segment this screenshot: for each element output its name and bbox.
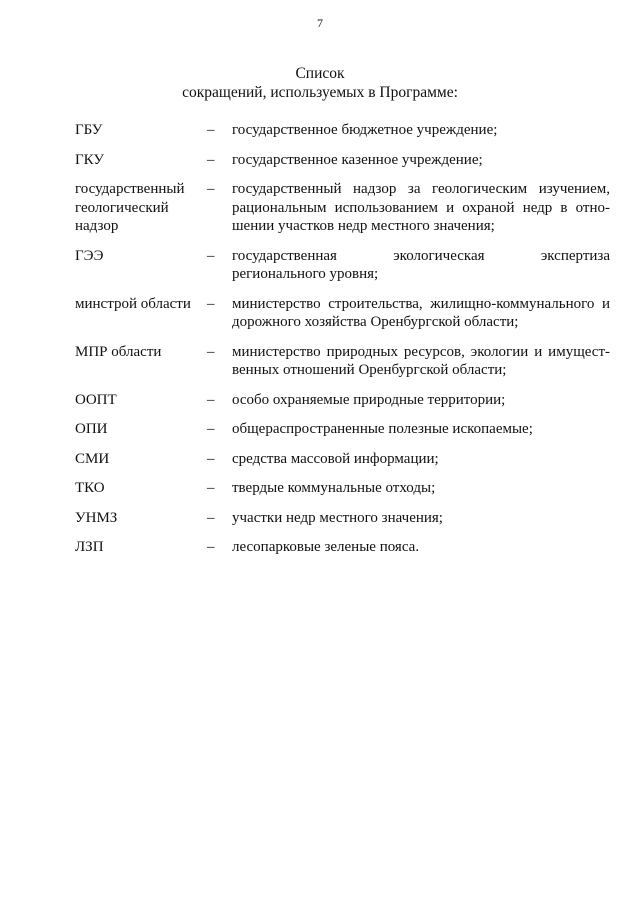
definition-line: министерство строительства, жилищно-коммунального и xyxy=(232,295,610,312)
abbreviation-term xyxy=(75,450,207,469)
definition-line: венных отношений Оренбургской области; xyxy=(232,362,507,378)
definition-line: министерство природных ресурсов, экологии и имущест- xyxy=(232,343,610,360)
abbreviation-term-line: государственный xyxy=(75,181,185,197)
abbreviation-list xyxy=(75,121,610,568)
abbreviation-term xyxy=(75,343,207,362)
abbreviation-definition xyxy=(232,450,610,469)
separator-dash: – xyxy=(207,391,215,408)
definition-line: средства массовой информации; xyxy=(232,450,439,467)
abbreviation-entry xyxy=(75,420,610,439)
separator-dash: – xyxy=(207,480,215,496)
abbreviation-definition xyxy=(232,343,610,380)
heading-line-2: сокращений, используемых в Программе: xyxy=(182,84,458,101)
abbreviation-definition xyxy=(232,151,610,170)
definition-line: государственная экологическая экспертиза xyxy=(232,247,610,264)
abbreviation-definition xyxy=(232,479,610,498)
abbreviation-term-line: ГБУ xyxy=(75,122,103,138)
definition-line: государственное бюджетное учреждение; xyxy=(232,122,498,138)
abbreviation-entry xyxy=(75,538,610,557)
abbreviation-term-line: ТКО xyxy=(75,480,105,496)
abbreviation-term-line: СМИ xyxy=(75,450,110,467)
separator-dash: – xyxy=(207,295,215,312)
separator-dash: – xyxy=(207,450,215,467)
abbreviation-term-line: ГЭЭ xyxy=(75,247,104,264)
abbreviation-entry xyxy=(75,121,610,140)
definition-line: государственное казенное учреждение; xyxy=(232,151,483,168)
separator-dash: – xyxy=(207,539,215,555)
definition-line: рациональным использованием и охраной недр в отно- xyxy=(232,199,610,216)
page-number: 7 xyxy=(317,16,323,30)
separator-dash: – xyxy=(207,122,215,138)
abbreviation-term-line: ГКУ xyxy=(75,151,104,168)
abbreviation-term xyxy=(75,295,207,314)
abbreviation-entry xyxy=(75,450,610,469)
abbreviation-definition xyxy=(232,180,610,236)
abbreviation-definition xyxy=(232,247,610,284)
abbreviation-term xyxy=(75,180,207,236)
separator-dash: – xyxy=(207,343,215,360)
abbreviation-term-line: геологический xyxy=(75,199,169,216)
definition-line: твердые коммунальные отходы; xyxy=(232,480,436,496)
abbreviation-definition xyxy=(232,509,610,528)
separator-dash: – xyxy=(207,509,215,526)
separator-dash: – xyxy=(207,181,215,197)
abbreviation-term-line: ОПИ xyxy=(75,421,108,437)
heading-line-1: Список xyxy=(295,65,345,82)
abbreviation-term xyxy=(75,391,207,410)
abbreviation-definition xyxy=(232,420,610,439)
definition-line: особо охраняемые природные территории; xyxy=(232,391,506,408)
separator-dash: – xyxy=(207,247,215,264)
definition-line: общераспространенные полезные ископаемые; xyxy=(232,421,533,437)
abbreviation-entry xyxy=(75,247,610,284)
abbreviation-term xyxy=(75,479,207,498)
definition-line: регионального уровня; xyxy=(232,266,379,282)
abbreviation-term-line: ООПТ xyxy=(75,391,117,408)
abbreviation-entry xyxy=(75,391,610,410)
abbreviation-entry xyxy=(75,151,610,170)
definition-line: дорожного хозяйства Оренбургской области; xyxy=(232,314,519,330)
abbreviation-entry xyxy=(75,180,610,236)
abbreviation-term xyxy=(75,247,207,266)
abbreviation-definition xyxy=(232,295,610,332)
abbreviation-term xyxy=(75,538,207,557)
definition-line: участки недр местного значения; xyxy=(232,509,443,526)
abbreviation-entry xyxy=(75,479,610,498)
abbreviation-term-line: МПР области xyxy=(75,343,162,360)
abbreviation-term xyxy=(75,509,207,528)
abbreviation-term xyxy=(75,121,207,140)
abbreviation-term-line: надзор xyxy=(75,218,119,234)
abbreviation-definition xyxy=(232,538,610,557)
abbreviation-term-line: ЛЗП xyxy=(75,539,104,555)
definition-line: государственный надзор за геологическим изучением, xyxy=(232,181,610,197)
abbreviation-definition xyxy=(232,391,610,410)
abbreviation-definition xyxy=(232,121,610,140)
abbreviation-term-line: минстрой области xyxy=(75,295,191,312)
abbreviation-term xyxy=(75,151,207,170)
separator-dash: – xyxy=(207,151,215,168)
separator-dash: – xyxy=(207,421,215,437)
definition-line: шении участков недр местного значения; xyxy=(232,218,495,234)
abbreviation-entry xyxy=(75,343,610,380)
abbreviation-term xyxy=(75,420,207,439)
abbreviation-term-line: УНМЗ xyxy=(75,509,118,526)
document-heading xyxy=(0,64,640,102)
abbreviation-entry xyxy=(75,509,610,528)
definition-line: лесопарковые зеленые пояса. xyxy=(232,539,420,555)
abbreviation-entry xyxy=(75,295,610,332)
